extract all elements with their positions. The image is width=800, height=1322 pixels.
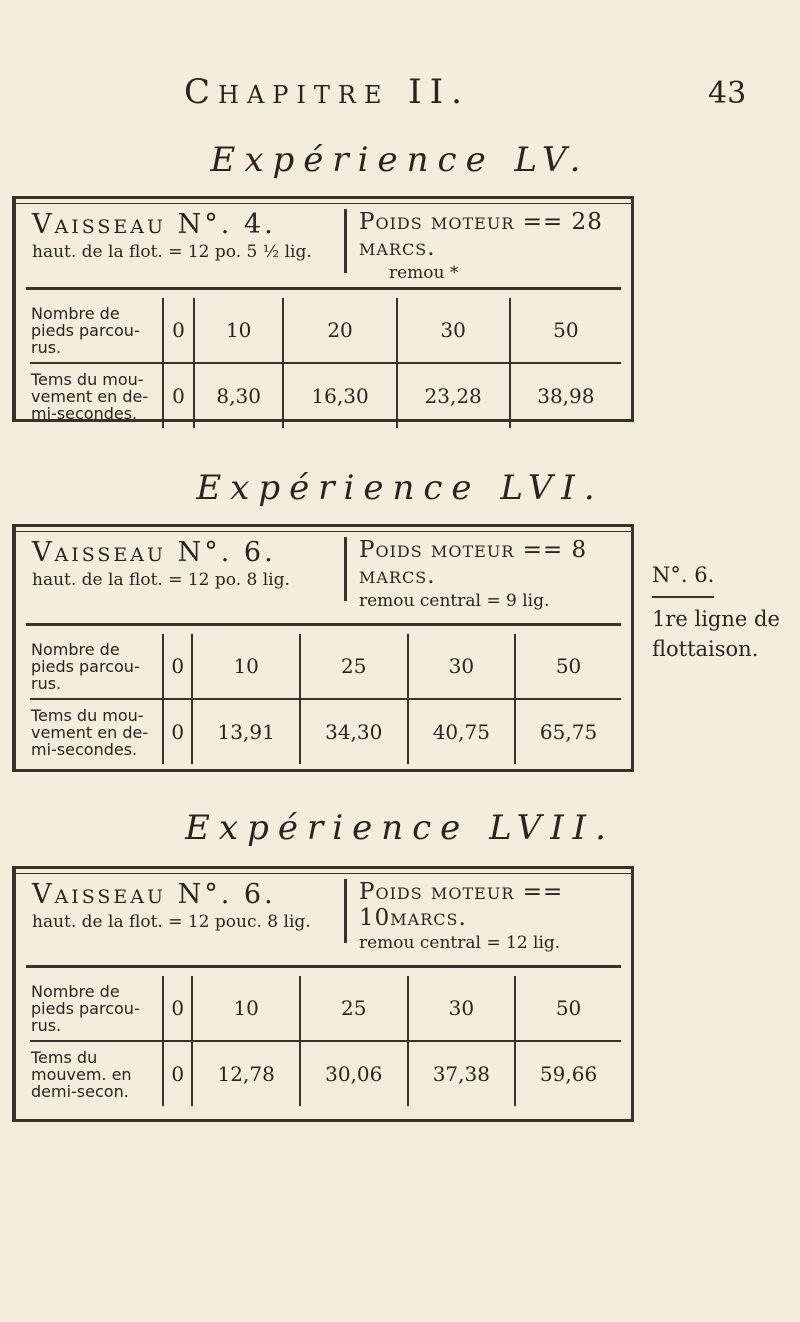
flotation-height: haut. de la flot. = 12 po. 8 lig.: [32, 570, 290, 590]
remou-value: remou central = 9 lig.: [359, 591, 550, 611]
time-cell: 38,98: [510, 363, 621, 428]
data-table: [30, 634, 621, 764]
distance-cell: 50: [510, 298, 621, 363]
experiment-table: [12, 524, 634, 772]
data-table: [30, 298, 621, 428]
motor-weight: Poids moteur == 28 marcs.: [359, 209, 603, 261]
page-number: 43: [708, 76, 747, 111]
experiment-title: Expérience LV.: [210, 140, 590, 180]
motor-weight: Poids moteur == 10marcs.: [359, 879, 564, 931]
row-label-distance: Nombre de pieds parcou- rus.: [30, 634, 163, 699]
distance-cell: 30: [408, 976, 516, 1041]
motor-weight: Poids moteur == 8 marcs.: [359, 537, 588, 589]
flotation-height: haut. de la flot. = 12 po. 5 ½ lig.: [32, 242, 312, 262]
time-cell: 59,66: [515, 1041, 621, 1106]
vessel-label: Vaisseau N°. 4.: [32, 209, 276, 240]
time-cell: 37,38: [408, 1041, 516, 1106]
distance-cell: 0: [163, 634, 192, 699]
distance-cell: 25: [300, 634, 408, 699]
distance-cell: 20: [283, 298, 396, 363]
data-table: [30, 976, 621, 1106]
flotation-height: haut. de la flot. = 12 pouc. 8 lig.: [32, 912, 311, 932]
time-cell: 30,06: [300, 1041, 408, 1106]
margin-note: [652, 560, 792, 664]
distance-cell: 50: [515, 976, 621, 1041]
distance-cell: 50: [515, 634, 621, 699]
time-cell: 8,30: [194, 363, 284, 428]
experiment-title: Expérience LVI.: [196, 468, 604, 508]
vessel-label: Vaisseau N°. 6.: [32, 879, 276, 910]
distance-cell: 30: [408, 634, 516, 699]
time-cell: 0: [163, 363, 194, 428]
time-cell: 12,78: [192, 1041, 300, 1106]
margin-note-vessel: N°. 6.: [652, 560, 714, 598]
distance-cell: 10: [192, 976, 300, 1041]
chapter-title: Chapitre II.: [184, 72, 470, 112]
time-cell: 65,75: [515, 699, 621, 764]
experiment-title: Expérience LVII.: [185, 808, 615, 848]
running-header: [0, 72, 800, 112]
row-label-distance: Nombre de pieds parcou- rus.: [30, 976, 163, 1041]
distance-cell: 30: [397, 298, 510, 363]
experiment-table: [12, 196, 634, 422]
vessel-label: Vaisseau N°. 6.: [32, 537, 276, 568]
row-label-time: Tems du mou- vement en de- mi-secondes.: [31, 705, 149, 759]
remou-value: remou central = 12 lig.: [359, 933, 561, 953]
distance-cell: 0: [163, 298, 194, 363]
distance-cell: 25: [300, 976, 408, 1041]
time-cell: 34,30: [300, 699, 408, 764]
time-cell: 40,75: [408, 699, 516, 764]
time-cell: 13,91: [192, 699, 300, 764]
time-cell: 0: [163, 1041, 192, 1106]
distance-cell: 10: [194, 298, 284, 363]
distance-cell: 0: [163, 976, 192, 1041]
experiment-table: [12, 866, 634, 1122]
row-label-distance: Nombre de pieds parcou- rus.: [30, 298, 163, 363]
time-cell: 23,28: [397, 363, 510, 428]
row-label-time: Tems du mou- vement en de- mi-secondes.: [31, 369, 149, 423]
margin-note-text: 1re ligne de flottaison.: [652, 607, 780, 661]
time-cell: 16,30: [283, 363, 396, 428]
distance-cell: 10: [192, 634, 300, 699]
remou-value: remou *: [389, 263, 459, 283]
row-label-time: Tems du mouvem. en demi-secon.: [31, 1047, 132, 1101]
time-cell: 0: [163, 699, 192, 764]
